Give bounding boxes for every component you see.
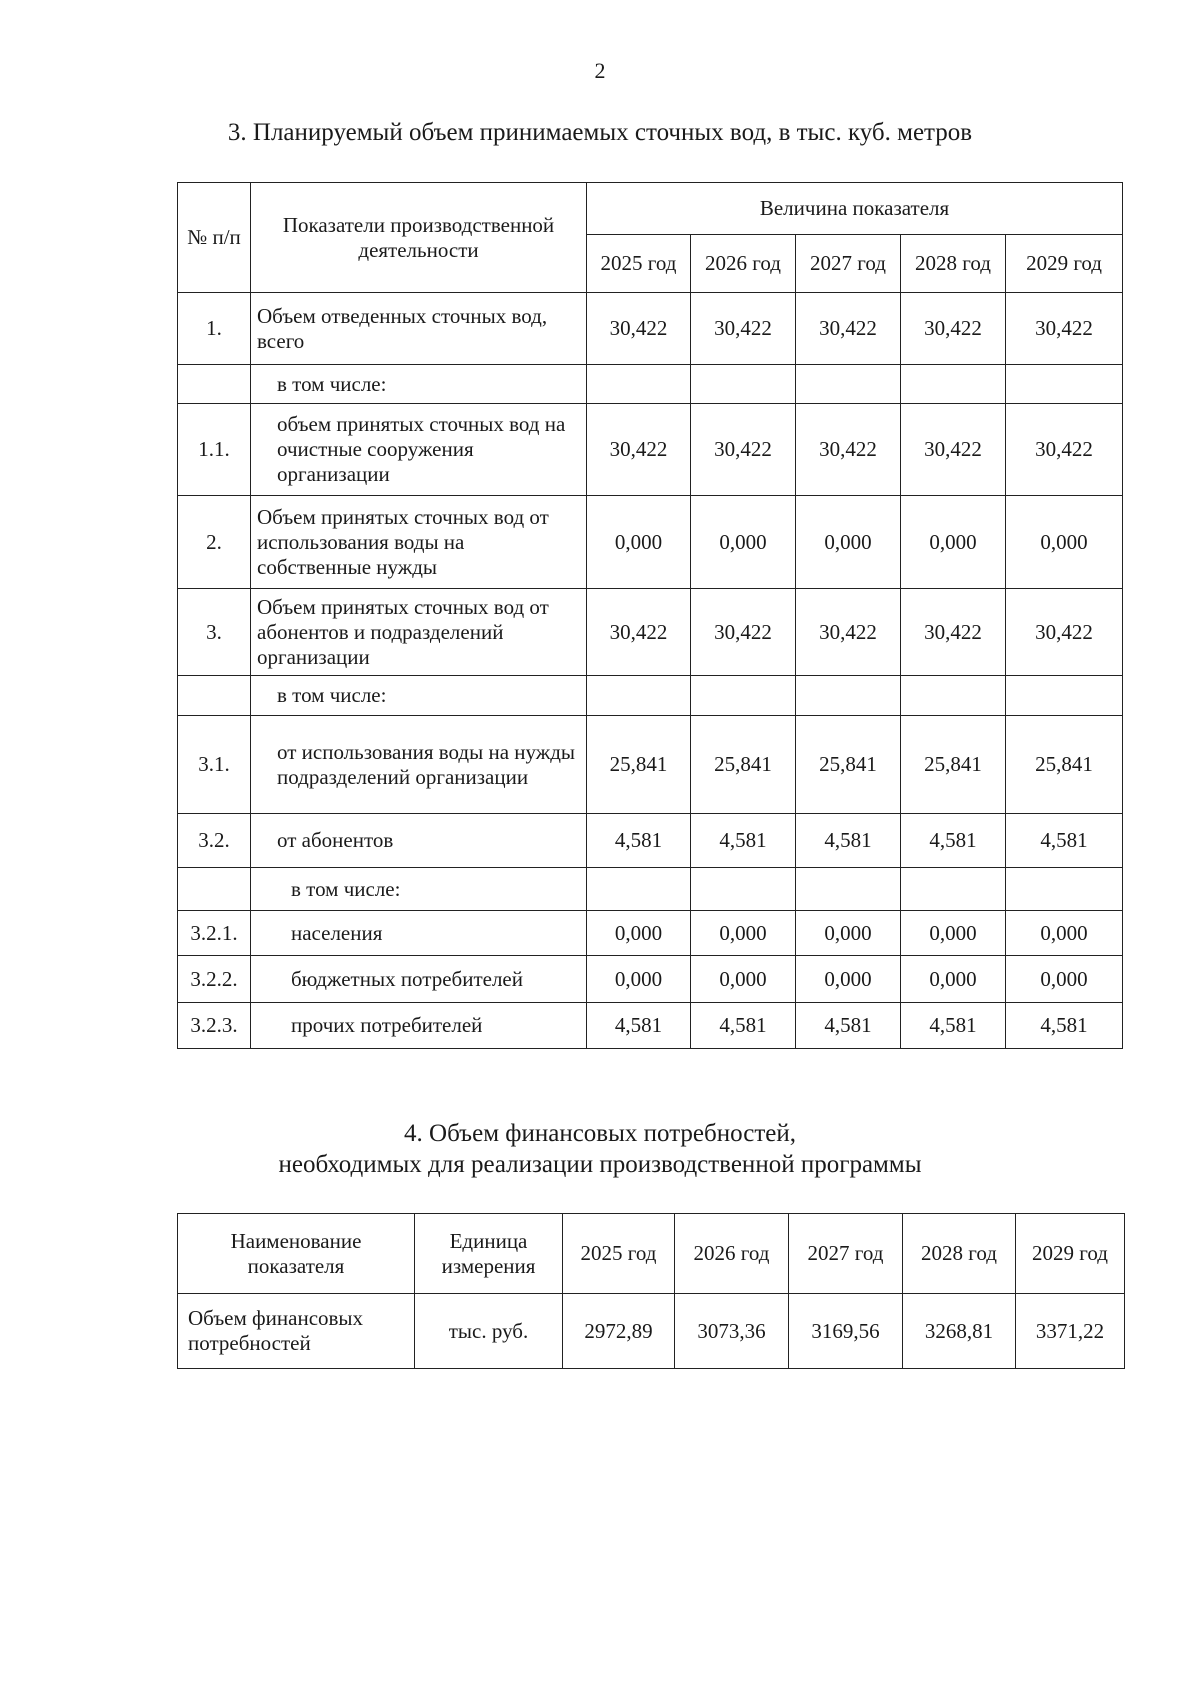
header-year: 2027 год: [796, 235, 901, 293]
row-value: 25,841: [796, 716, 901, 814]
row-value: 4,581: [796, 814, 901, 868]
row-value: [901, 676, 1006, 716]
row-value: 30,422: [1006, 293, 1123, 365]
table-row: [178, 716, 1123, 814]
row-num: 2.: [178, 496, 251, 589]
row-value: 0,000: [796, 496, 901, 589]
row-value: 30,422: [691, 293, 796, 365]
row-name: бюджетных потребителей: [251, 956, 587, 1003]
row-value: 25,841: [587, 716, 691, 814]
row-value: 0,000: [796, 956, 901, 1003]
row-num: 3.2.3.: [178, 1003, 251, 1049]
row-value: 30,422: [796, 293, 901, 365]
row-name: объем принятых сточных вод на очистные сооружения организации: [251, 404, 587, 496]
row-name: от абонентов: [251, 814, 587, 868]
row-name: Объем финансовых потребностей: [178, 1294, 415, 1369]
row-value: [691, 365, 796, 404]
header-unit: Единица измерения: [415, 1214, 563, 1294]
table-row: [178, 589, 1123, 676]
row-value: 4,581: [901, 814, 1006, 868]
header-name: Наименование показателя: [178, 1214, 415, 1294]
table-row: [178, 814, 1123, 868]
table-row: [178, 404, 1123, 496]
row-value: 0,000: [587, 496, 691, 589]
row-name: населения: [251, 911, 587, 956]
row-value: 30,422: [901, 404, 1006, 496]
row-value: [691, 868, 796, 911]
table-row: [178, 676, 1123, 716]
row-value: 0,000: [1006, 496, 1123, 589]
row-value: [796, 676, 901, 716]
row-value: [691, 676, 796, 716]
row-value: [796, 868, 901, 911]
row-value: 0,000: [901, 956, 1006, 1003]
row-value: 30,422: [691, 589, 796, 676]
row-value: 30,422: [901, 589, 1006, 676]
row-value: [1006, 868, 1123, 911]
row-name: в том числе:: [251, 868, 587, 911]
row-num: 3.1.: [178, 716, 251, 814]
table-row: [178, 868, 1123, 911]
row-value: 4,581: [691, 814, 796, 868]
row-value: 30,422: [587, 293, 691, 365]
page-number: 2: [594, 58, 606, 83]
financial-needs-table: [177, 1213, 1125, 1369]
row-value: 0,000: [587, 911, 691, 956]
row-num: 3.2.: [178, 814, 251, 868]
row-value: 30,422: [587, 589, 691, 676]
row-name: прочих потребителей: [251, 1003, 587, 1049]
row-num: 3.2.2.: [178, 956, 251, 1003]
row-value: 0,000: [587, 956, 691, 1003]
row-value: 30,422: [901, 293, 1006, 365]
row-name: от использования воды на нужды подразделений организации: [251, 716, 587, 814]
header-year: 2025 год: [587, 235, 691, 293]
row-value: 30,422: [796, 589, 901, 676]
row-value: 30,422: [691, 404, 796, 496]
row-value: 3073,36: [675, 1294, 789, 1369]
row-value: 30,422: [1006, 589, 1123, 676]
row-value: 4,581: [587, 1003, 691, 1049]
row-value: 4,581: [1006, 814, 1123, 868]
table-header-row: [178, 183, 1123, 235]
table-row: [178, 293, 1123, 365]
section-4-title-line-1: 4. Объем финансовых потребностей,: [404, 1120, 796, 1147]
table-row: [178, 496, 1123, 589]
row-value: [901, 365, 1006, 404]
row-name: Объем отведенных сточных вод, всего: [251, 293, 587, 365]
row-num: 1.1.: [178, 404, 251, 496]
row-value: [587, 365, 691, 404]
table-row: [178, 1294, 1125, 1369]
header-year: 2026 год: [691, 235, 796, 293]
row-num: 3.: [178, 589, 251, 676]
row-value: 4,581: [901, 1003, 1006, 1049]
row-value: 4,581: [691, 1003, 796, 1049]
row-value: 4,581: [796, 1003, 901, 1049]
row-value: 25,841: [691, 716, 796, 814]
row-value: 0,000: [796, 911, 901, 956]
row-value: [587, 868, 691, 911]
wastewater-volume-table: [177, 182, 1123, 1049]
header-year: 2025 год: [563, 1214, 675, 1294]
row-value: 3268,81: [903, 1294, 1016, 1369]
table-row: [178, 365, 1123, 404]
row-value: 3371,22: [1016, 1294, 1125, 1369]
row-num: 1.: [178, 293, 251, 365]
section-4-title-line-2: необходимых для реализации производственной программы: [278, 1151, 922, 1178]
row-num: 3.2.1.: [178, 911, 251, 956]
row-value: [1006, 676, 1123, 716]
row-value: [796, 365, 901, 404]
row-value: 0,000: [1006, 956, 1123, 1003]
row-unit: тыс. руб.: [415, 1294, 563, 1369]
header-year: 2027 год: [789, 1214, 903, 1294]
row-name: Объем принятых сточных вод от использования воды на собственные нужды: [251, 496, 587, 589]
header-year: 2029 год: [1006, 235, 1123, 293]
row-name: в том числе:: [251, 365, 587, 404]
table-row: [178, 1003, 1123, 1049]
section-3-title: 3. Планируемый объем принимаемых сточных вод, в тыс. куб. метров: [227, 119, 973, 146]
header-year: 2026 год: [675, 1214, 789, 1294]
row-value: 0,000: [691, 956, 796, 1003]
row-value: 0,000: [1006, 911, 1123, 956]
row-name: Объем принятых сточных вод от абонентов и подразделений организации: [251, 589, 587, 676]
header-year: 2029 год: [1016, 1214, 1125, 1294]
row-num: [178, 868, 251, 911]
header-indicator: Показатели производственной деятельности: [251, 183, 587, 293]
header-year: 2028 год: [903, 1214, 1016, 1294]
row-value: 0,000: [691, 496, 796, 589]
row-value: 0,000: [901, 911, 1006, 956]
section-4-title: [0, 1118, 1200, 1180]
table-header-row: [178, 1214, 1125, 1294]
row-value: 2972,89: [563, 1294, 675, 1369]
table-row: [178, 956, 1123, 1003]
row-value: [587, 676, 691, 716]
header-num: № п/п: [178, 183, 251, 293]
header-year: 2028 год: [901, 235, 1006, 293]
row-value: 25,841: [901, 716, 1006, 814]
row-num: [178, 676, 251, 716]
row-value: 3169,56: [789, 1294, 903, 1369]
row-value: 30,422: [587, 404, 691, 496]
row-value: 0,000: [691, 911, 796, 956]
row-value: 4,581: [1006, 1003, 1123, 1049]
header-value-group: Величина показателя: [587, 183, 1123, 235]
row-value: 30,422: [1006, 404, 1123, 496]
row-value: 4,581: [587, 814, 691, 868]
row-name: в том числе:: [251, 676, 587, 716]
row-value: 25,841: [1006, 716, 1123, 814]
table-row: [178, 911, 1123, 956]
row-value: [1006, 365, 1123, 404]
row-value: 0,000: [901, 496, 1006, 589]
row-num: [178, 365, 251, 404]
row-value: 30,422: [796, 404, 901, 496]
row-value: [901, 868, 1006, 911]
